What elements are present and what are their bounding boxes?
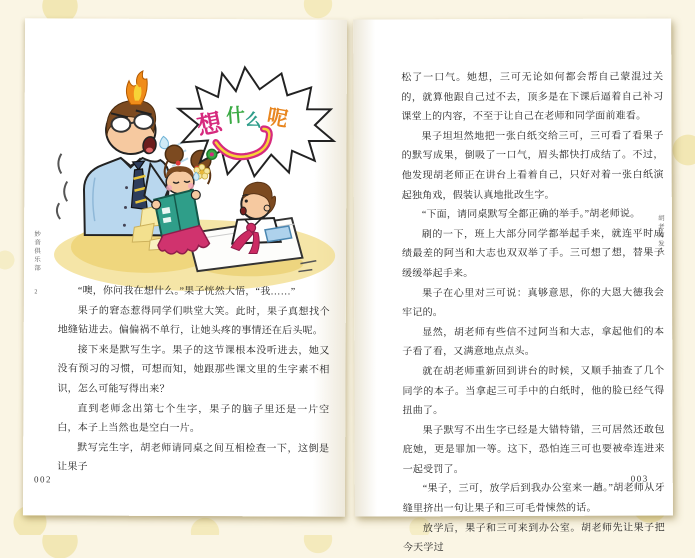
page-number-left: 002 — [34, 474, 53, 485]
chapter-title: 胡老师发火 — [656, 214, 664, 257]
paragraph: 果子坦坦然地把一张白纸交给三可，三可看了看果子的默写成果，倒吸了一口气，眉头都快打成结了。不过，他发现胡老师正在讲台上看着自己，只好对着一张白纸演起独角戏，假装认真地批改生字。 — [401, 130, 664, 201]
speech-bubble — [178, 67, 334, 177]
girl-hand-left — [152, 200, 161, 209]
hair-tie-left — [176, 161, 181, 166]
series-title-vertical — [32, 230, 41, 295]
chapter-title-vertical — [656, 214, 665, 257]
paragraph: 接下来是默写生字。果子的这节课根本没听进去，她又没有预习的习惯，可想而知，她跟那些课文里的生字素不相识，怎么可能写得出来？ — [57, 344, 330, 395]
page-number-right: 003 — [630, 473, 649, 484]
bubble-char-1: 想 — [194, 107, 225, 141]
paragraph: 直到老师念出第七个生字，果子的脑子里还是一片空白，本子上当然也是空白一片。 — [57, 403, 330, 435]
boy-mouth — [240, 207, 246, 215]
spit-drop — [160, 136, 169, 148]
paragraph: 显然，胡老师有些信不过阿当和大志，拿起他们的本子看了看，又满意地点点头。 — [402, 326, 665, 358]
paragraph: “下面，请同桌默写全都正确的举手。”胡老师说。 — [421, 208, 641, 221]
paragraph: 默写完生字，胡老师请同桌之间互相检查一下，这倒是让果子 — [57, 442, 330, 473]
girl-hand-right — [191, 190, 200, 199]
bubble-char-4: 呢 — [265, 104, 290, 132]
paragraph: 就在胡老师重新回到讲台的时候，又顺手抽查了几个同学的本子。当拿起三可手中的白纸时，他的脸已经气得扭曲了。 — [402, 365, 665, 417]
right-page — [353, 18, 673, 554]
left-page — [23, 18, 347, 516]
paragraph: “噢，你问我在想什么。”果子恍然大悟，“我……” — [77, 285, 296, 298]
classroom-illustration — [51, 57, 344, 300]
bubble-char-2: 什 — [225, 105, 246, 128]
series-title: 妙音俱乐部 — [32, 230, 41, 273]
boy-ear — [264, 205, 270, 211]
paragraph: 刷的一下，班上大部分同学都举起手来，就连平时成绩最差的阿当和大志也双双举了手。三可想了想，替果子缓缓举起手来。 — [401, 228, 664, 280]
paragraph: 松了一口气。她想，三可无论如何都会帮自己蒙混过关的，就算他跟自己过不去，顶多是在下课后逼着自己补习课堂上的内容，不至于让自己在老师和同学面前难看。 — [401, 71, 664, 123]
paragraph: 放学后，果子和三可来到办公室。胡老师先让果子把今天学过 — [402, 522, 665, 554]
paragraph: 果子默写不出生字已经是大错特错，三可居然还敢包庇她，更是罪加一等。这下，恐怕连三可也要被牵连进来一起受罚了。 — [402, 424, 665, 476]
paragraph: “果子，三可，放学后到我办公室来一趟。”胡老师从牙缝里挤出一句让果子和三可毛骨悚然的话。 — [402, 482, 665, 515]
left-page-text — [57, 281, 330, 478]
paragraph: 果子在心里对三可说：真够意思，你的大恩大德我会牢记的。 — [402, 287, 665, 319]
paragraph: 果子的窘态惹得同学们哄堂大笑。此时，果子真想找个地缝钻进去。偏偏祸不单行，让她头疼的事情还在后头呢。 — [57, 305, 330, 337]
series-number: 2 — [32, 288, 39, 295]
bubble-char-3: 么 — [244, 108, 264, 131]
right-page-text — [401, 67, 665, 558]
